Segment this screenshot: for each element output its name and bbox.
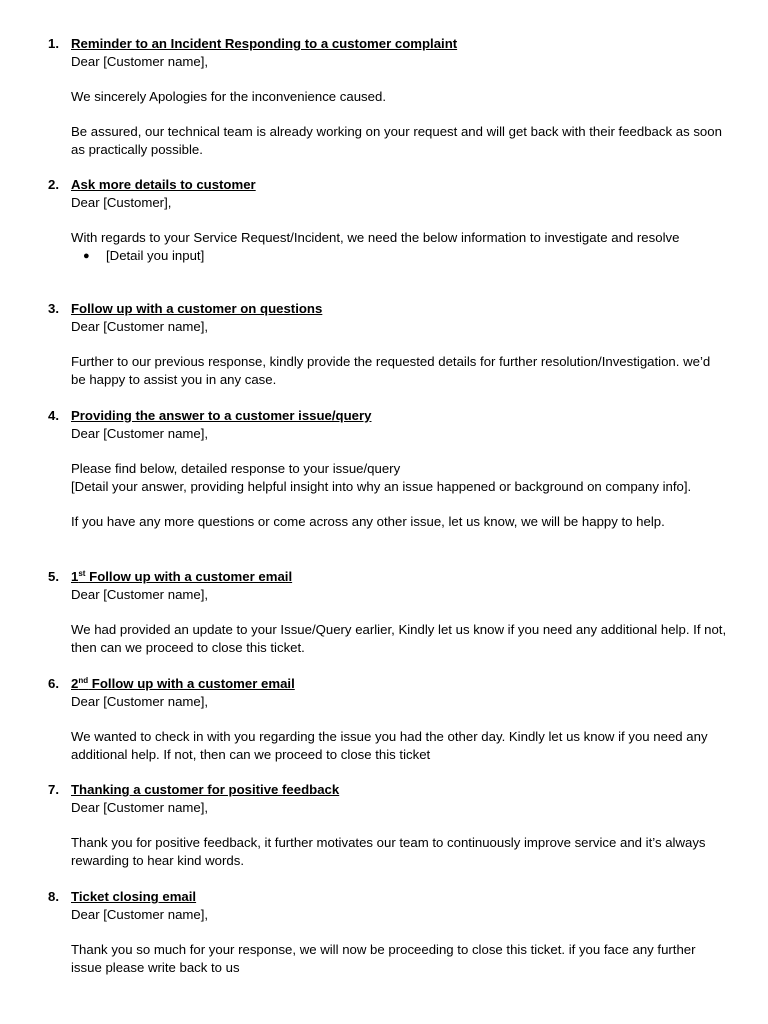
greeting: Dear [Customer name], [71, 426, 209, 441]
item-title: Ask more details to customer [71, 177, 256, 192]
template-item-6 [48, 675, 728, 764]
paragraph: If you have any more questions or come across any other issue, let us know, we will be happy to help. [71, 514, 665, 529]
template-item-7 [48, 781, 728, 870]
paragraph: Thank you for positive feedback, it further motivates our team to continuously improve service and it’s always rewarding to hear kind words. [71, 835, 706, 868]
bullet-icon: ● [83, 250, 90, 262]
item-number: 3. [48, 301, 59, 316]
item-number: 7. [48, 782, 59, 797]
bullet-text: [Detail you input] [106, 248, 205, 263]
template-item-5 [48, 568, 728, 657]
template-item-2 [48, 176, 728, 265]
item-title: 1st Follow up with a customer email [71, 569, 293, 584]
paragraph: We wanted to check in with you regarding the issue you had the other day. Kindly let us know if you need any additional help. If not, then can we proceed to close this ticket [71, 729, 708, 762]
greeting: Dear [Customer name], [71, 694, 209, 709]
paragraph: Be assured, our technical team is already working on your request and will get back with their feedback as soon as practically possible. [71, 124, 722, 157]
greeting: Dear [Customer name], [71, 319, 209, 334]
paragraph: We sincerely Apologies for the inconvenience caused. [71, 89, 386, 104]
item-title: Ticket closing email [71, 889, 197, 904]
paragraph: We had provided an update to your Issue/Query earlier, Kindly let us know if you need any additional help. If not, then can we proceed to close this ticket. [71, 622, 727, 655]
greeting: Dear [Customer name], [71, 907, 209, 922]
item-number: 4. [48, 408, 59, 423]
item-number: 6. [48, 676, 59, 691]
template-item-1 [48, 35, 728, 159]
paragraph: [Detail your answer, providing helpful insight into why an issue happened or background on company info]. [71, 479, 692, 494]
bullet-list-item [71, 247, 728, 265]
item-title: Follow up with a customer on questions [71, 301, 323, 316]
template-item-3 [48, 300, 728, 389]
item-title: 2nd Follow up with a customer email [71, 676, 295, 691]
paragraph: Further to our previous response, kindly provide the requested details for further resolution/Investigation. we’d be happy to assist you in any case. [71, 354, 711, 387]
greeting: Dear [Customer name], [71, 587, 209, 602]
template-item-4 [48, 407, 728, 531]
item-title: Providing the answer to a customer issue/query [71, 408, 372, 423]
item-number: 2. [48, 177, 59, 192]
paragraph: Please find below, detailed response to your issue/query [71, 461, 401, 476]
greeting: Dear [Customer name], [71, 54, 209, 69]
greeting: Dear [Customer name], [71, 800, 209, 815]
paragraph: Thank you so much for your response, we will now be proceeding to close this ticket. if you face any further issue please write back to us [71, 942, 696, 975]
item-number: 5. [48, 569, 59, 584]
template-item-8 [48, 888, 728, 977]
greeting: Dear [Customer], [71, 195, 172, 210]
item-title: Thanking a customer for positive feedback [71, 782, 340, 797]
item-number: 8. [48, 889, 59, 904]
paragraph: With regards to your Service Request/Incident, we need the below information to investigate and resolve [71, 230, 680, 245]
item-number: 1. [48, 36, 59, 51]
item-title: Reminder to an Incident Responding to a customer complaint [71, 36, 458, 51]
